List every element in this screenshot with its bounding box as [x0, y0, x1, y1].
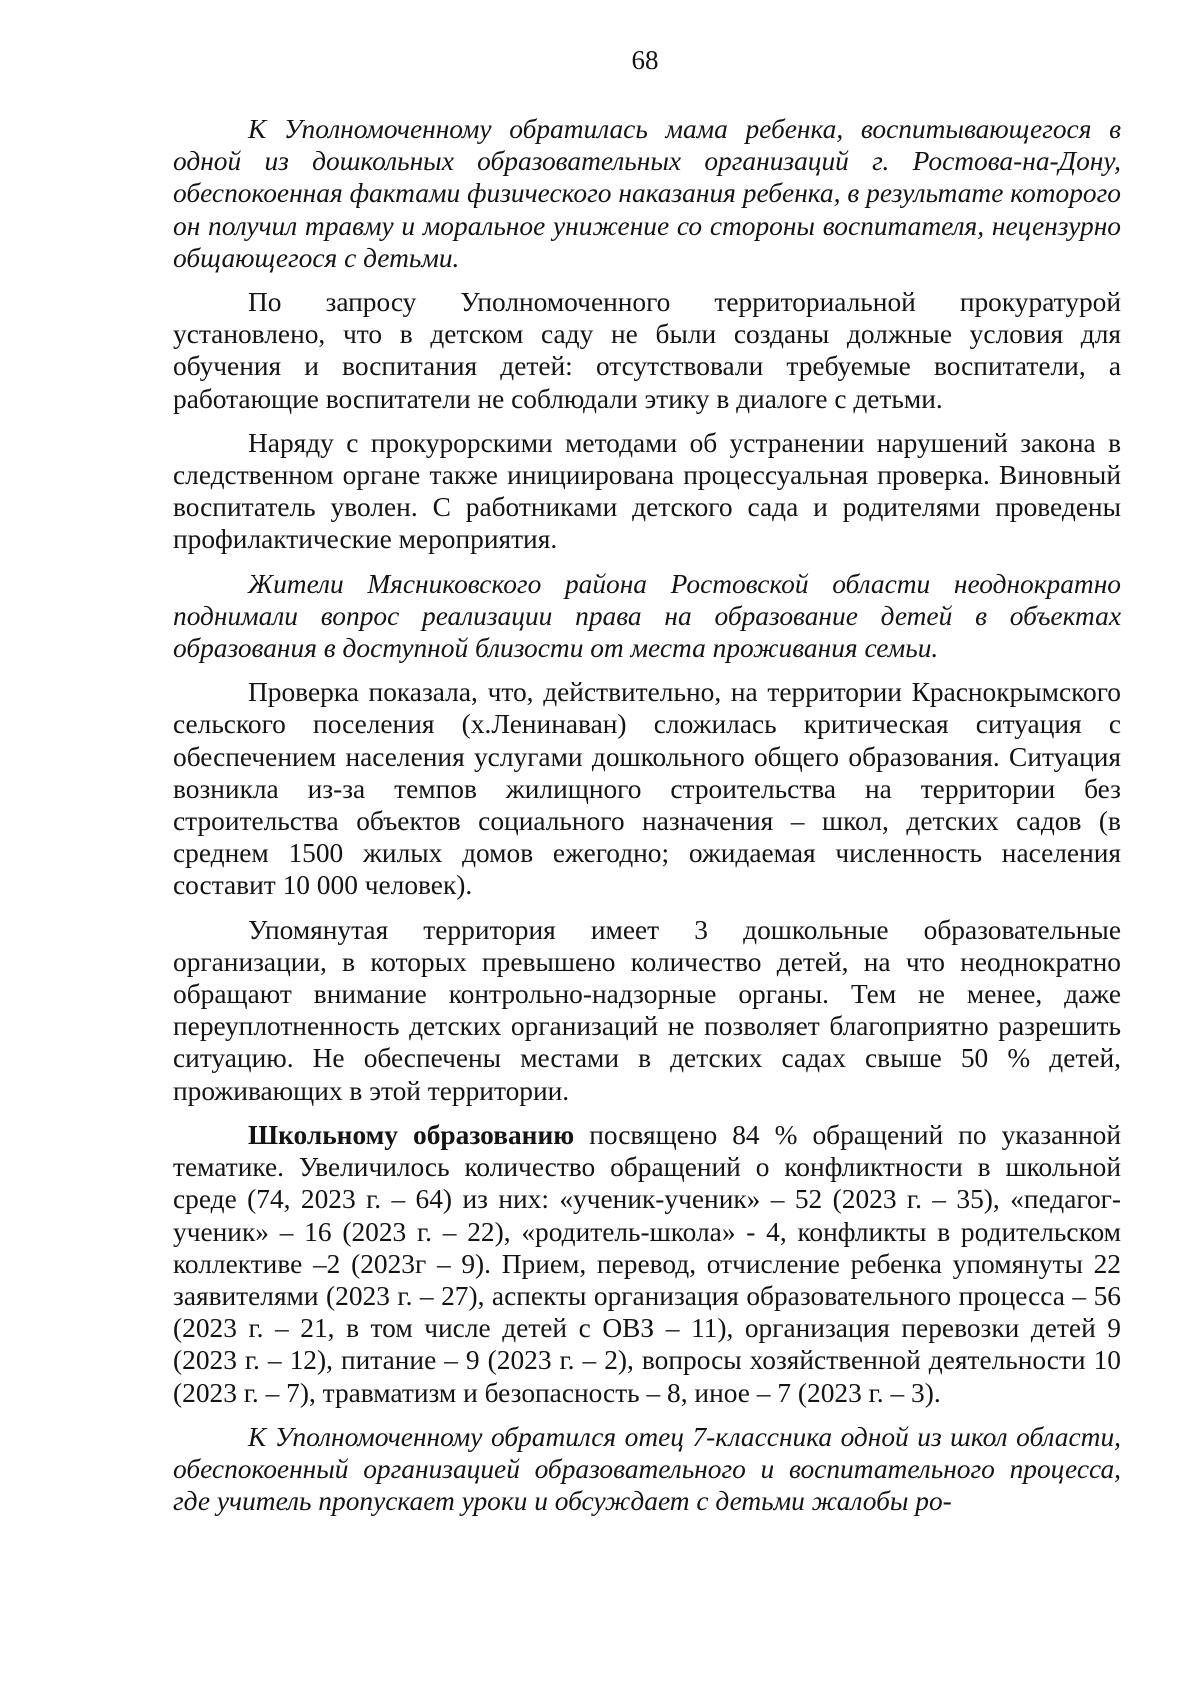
- paragraph-lead-bold: Школьному образованию: [248, 1119, 575, 1150]
- paragraph-case-father-complaint: К Уполномоченному обратился отец 7-классника одной из школ области, обеспокоенный организацией образовательного и воспитательного процесса, где учитель пропускает уроки и обсуждает с детьми жалобы ро-: [173, 1421, 1121, 1517]
- page-number: 68: [631, 45, 659, 75]
- paragraph-body: посвящено 84 % обращений по указанной тематике. Увеличилось количество обращений о конфликтности в школьной среде (74, 2023 г. – 64) из них: «ученик-ученик» – 52 (2023 г. – 35), «педагог-ученик» – 16 (2023 г. – 22), «родитель-школа» - 4, конфликты в родительском коллективе –2 (2023г – 9). Прием, перевод, отчисление ребенка упомянуты 22 заявителями (2023 г. – 27), аспекты организация образовательного процесса – 56 (2023 г. – 21, в том числе детей с ОВЗ – 11), организация перевозки детей 9 (2023 г. – 12), питание – 9 (2023 г. – 2), вопросы хозяйственной деятельности 10 (2023 г. – 7), травматизм и безопасность – 8, иное – 7 (2023 г. – 3).: [173, 1119, 1121, 1408]
- paragraph-case-myasnikovsky: Жители Мясниковского района Ростовской области неоднократно поднимали вопрос реализации права на образование детей в объектах образования в доступной близости от места проживания семьи.: [173, 568, 1121, 664]
- paragraph-school-education-stats: [173, 1119, 1121, 1409]
- paragraph-case-mother-complaint: К Уполномоченному обратилась мама ребенка, воспитывающегося в одной из дошкольных образовательных организаций г. Ростова-на-Дону, обеспокоенная фактами физического наказания ребенка, в результате которого он получил травму и моральное унижение со стороны воспитателя, нецензурно общающегося с детьми.: [173, 114, 1121, 273]
- paragraph-procedural-check: Наряду с прокурорскими методами об устранении нарушений закона в следственном органе также инициирована процессуальная проверка. Виновный воспитатель уволен. С работниками детского сада и родителями проведены профилактические мероприятия.: [173, 427, 1121, 555]
- paragraph-territory-overcrowding: Упомянутая территория имеет 3 дошкольные образовательные организации, в которых превышено количество детей, на что неоднократно обращают внимание контрольно-надзорные органы. Тем не менее, даже переуплотненность детских организаций не позволяет благоприятно разрешить ситуацию. Не обеспечены местами в детских садах свыше 50 % детей, проживающих в этой территории.: [173, 914, 1121, 1106]
- document-body: [173, 113, 1121, 1517]
- paragraph-prosecutor-findings: По запросу Уполномоченного территориальной прокуратурой установлено, что в детском саду не были созданы должные условия для обучения и воспитания детей: отсутствовали требуемые воспитатели, а работающие воспитатели не соблюдали этику в диалоге с детьми.: [173, 287, 1121, 414]
- paragraph-check-results: Проверка показала, что, действительно, на территории Краснокрымского сельского поселения (х.Ленинаван) сложилась критическая ситуация с обеспечением населения услугами дошкольного общего образования. Ситуация возникла из-за темпов жилищного строительства на территории без строительства объектов социального назначения – школ, детских садов (в среднем 1500 жилых домов ежегодно; ожидаемая численность населения составит 10 000 человек).: [173, 677, 1121, 901]
